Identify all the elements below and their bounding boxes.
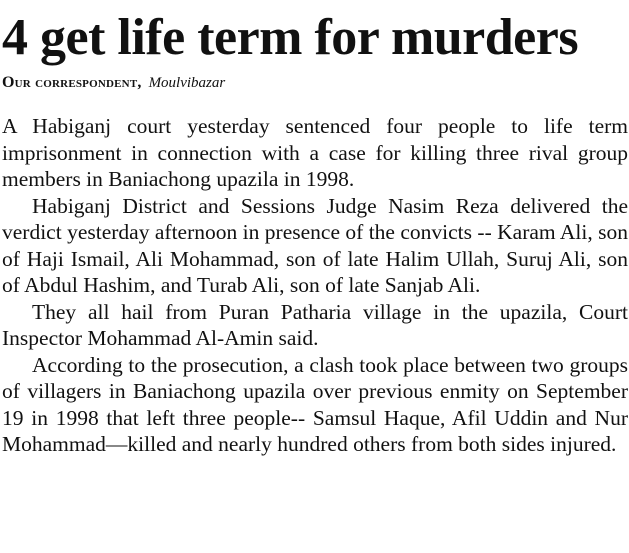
article-paragraph-4: According to the prosecution, a clash took place between two groups of villagers in Baniachong upazila over previous enmity on September 19 in 1998 that left three people-- Samsul Haque, Afil Uddin and Nur Mohammad—killed and nearly hundred others from both sides injured. <box>2 352 628 456</box>
byline-author: Our correspondent, <box>2 74 142 91</box>
article-paragraph-1: A Habiganj court yesterday sentenced four people to life term imprisonment in connection with a case for killing three rival group members in Baniachong upazila in 1998. <box>2 114 628 191</box>
byline-place: Moulvibazar <box>148 75 226 91</box>
article-paragraph-3: They all hail from Puran Patharia village in the upazila, Court Inspector Mohammad Al-Amin said. <box>2 299 628 350</box>
news-article <box>2 0 628 458</box>
article-byline <box>2 73 628 93</box>
article-paragraph-2: Habiganj District and Sessions Judge Nasim Reza delivered the verdict yesterday afternoon in presence of the convicts -- Karam Ali, son of Haji Ismail, Ali Mohammad, son of late Halim Ullah, Suruj Ali, son of Abdul Hashim, and Turab Ali, son of late Sanjab Ali. <box>2 193 628 297</box>
article-body <box>2 113 628 458</box>
article-headline: 4 get life term for murders <box>2 9 579 66</box>
